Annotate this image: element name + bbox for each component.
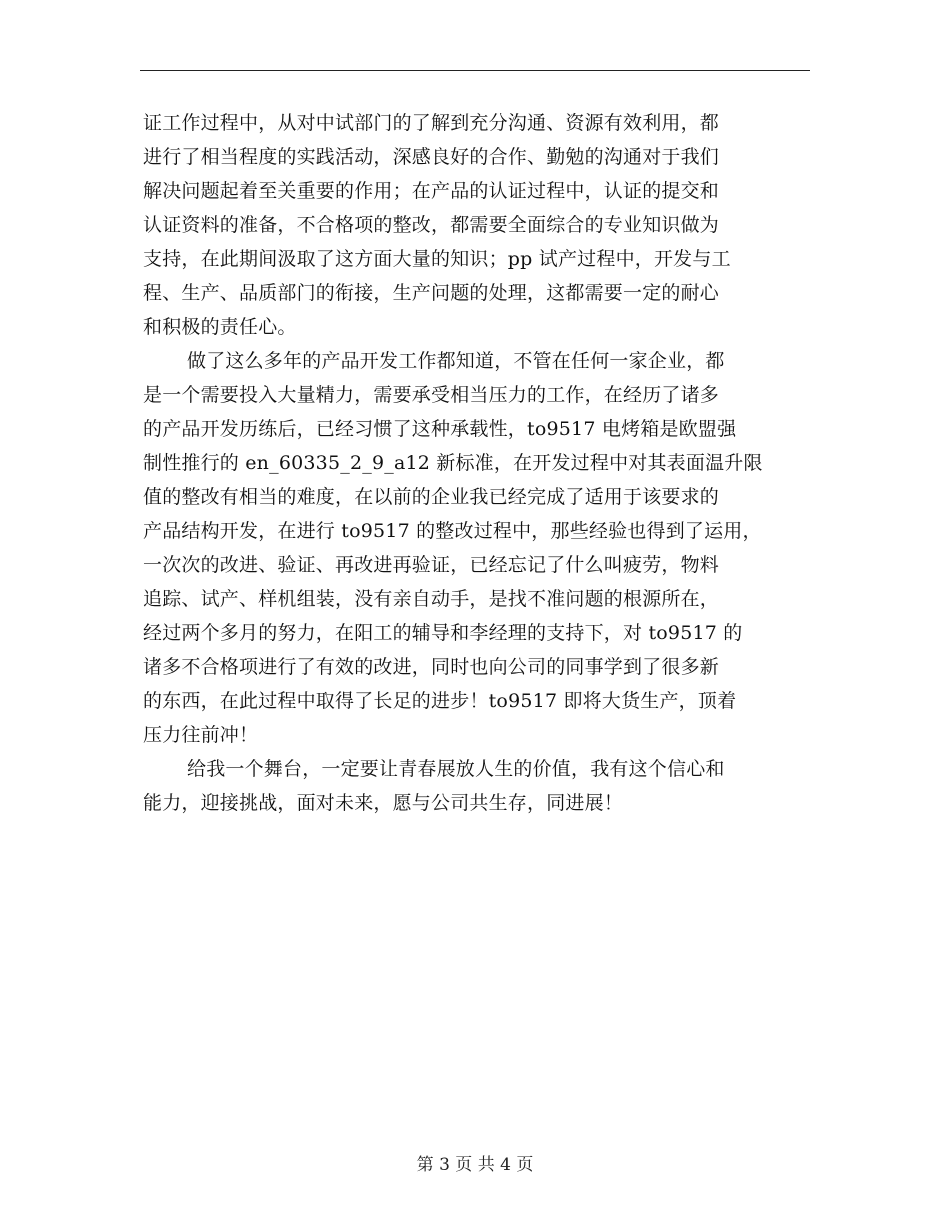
- paragraph-1: [143, 106, 813, 344]
- text-line: 产品结构开发，在进行 to9517 的整改过程中，那些经验也得到了运用，: [143, 520, 762, 542]
- text-line: 给我一个舞台，一定要让青春展放人生的价值，我有这个信心和: [187, 758, 725, 780]
- paragraph-3: [143, 752, 813, 820]
- text-line: 和积极的责任心。: [143, 316, 297, 338]
- text-line: 进行了相当程度的实践活动，深感良好的合作、勤勉的沟通对于我们: [143, 146, 720, 168]
- header-rule: [140, 70, 810, 71]
- text-line: 值的整改有相当的难度，在以前的企业我已经完成了适用于该要求的: [143, 486, 720, 508]
- page-number: 第 3 页 共 4 页: [416, 1155, 534, 1175]
- text-line: 压力往前冲！: [143, 724, 259, 746]
- text-line: 是一个需要投入大量精力，需要承受相当压力的工作，在经历了诸多: [143, 384, 720, 406]
- text-line: 制性推行的 en_60335_2_9_a12 新标准，在开发过程中对其表面温升限: [143, 452, 763, 474]
- text-line: 解决问题起着至关重要的作用；在产品的认证过程中，认证的提交和: [143, 180, 720, 202]
- text-line: 能力，迎接挑战，面对未来，愿与公司共生存，同进展！: [143, 792, 624, 814]
- paragraph-2: [143, 344, 813, 752]
- text-line: 追踪、试产、样机组装，没有亲自动手，是找不准问题的根源所在，: [143, 588, 720, 610]
- text-line: 的产品开发历练后，已经习惯了这种承载性，to9517 电烤箱是欧盟强: [143, 418, 737, 440]
- text-line: 程、生产、品质部门的衔接，生产问题的处理，这都需要一定的耐心: [143, 282, 720, 304]
- text-line: 的东西，在此过程中取得了长足的进步！to9517 即将大货生产，顶着: [143, 690, 737, 712]
- text-line: 一次次的改进、验证、再改进再验证，已经忘记了什么叫疲劳，物料: [143, 554, 720, 576]
- text-line: 支持，在此期间汲取了这方面大量的知识；pp 试产过程中，开发与工: [143, 248, 731, 270]
- text-line: 认证资料的准备，不合格项的整改，都需要全面综合的专业知识做为: [143, 214, 720, 236]
- text-line: 做了这么多年的产品开发工作都知道，不管在任何一家企业，都: [187, 350, 725, 372]
- text-line: 经过两个多月的努力，在阳工的辅导和李经理的支持下，对 to9517 的: [143, 622, 743, 644]
- text-line: 诸多不合格项进行了有效的改进，同时也向公司的同事学到了很多新: [143, 656, 720, 678]
- document-body: [143, 106, 813, 820]
- text-line: 证工作过程中，从对中试部门的了解到充分沟通、资源有效利用，都: [143, 112, 720, 134]
